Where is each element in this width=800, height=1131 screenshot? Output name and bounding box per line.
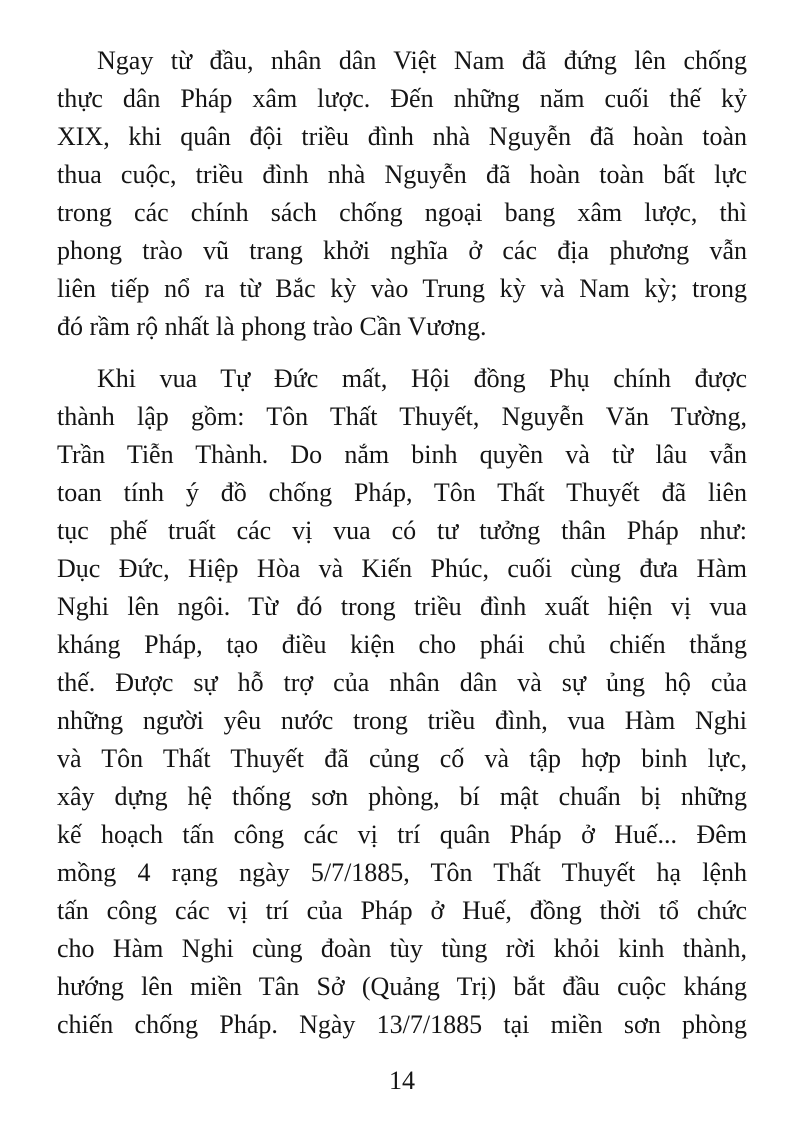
text-line: Nghi lên ngôi. Từ đó trong triều đình xuất hiện vị vua <box>57 592 747 621</box>
text-line: thành lập gồm: Tôn Thất Thuyết, Nguyễn Văn Tường, <box>57 402 747 431</box>
text-line: toan tính ý đồ chống Pháp, Tôn Thất Thuyết đã liên <box>57 478 747 507</box>
paragraph-2 <box>57 360 747 1044</box>
text-line: tục phế truất các vị vua có tư tưởng thân Pháp như: <box>57 516 747 545</box>
text-line: kháng Pháp, tạo điều kiện cho phái chủ chiến thắng <box>57 630 747 659</box>
paragraph-1 <box>57 42 747 346</box>
text-line: những người yêu nước trong triều đình, vua Hàm Nghi <box>57 706 747 735</box>
text-line: trong các chính sách chống ngoại bang xâm lược, thì <box>57 198 747 227</box>
text-line: phong trào vũ trang khởi nghĩa ở các địa phương vẫn <box>57 236 747 265</box>
text-line: Ngay từ đầu, nhân dân Việt Nam đã đứng lên chống <box>97 46 747 75</box>
text-line: chiến chống Pháp. Ngày 13/7/1885 tại miền sơn phòng <box>57 1010 747 1039</box>
text-line: xây dựng hệ thống sơn phòng, bí mật chuẩn bị những <box>57 782 747 811</box>
page-text <box>57 42 747 1044</box>
text-line: Khi vua Tự Đức mất, Hội đồng Phụ chính được <box>97 364 747 393</box>
text-line: cho Hàm Nghi cùng đoàn tùy tùng rời khỏi kinh thành, <box>57 934 747 963</box>
text-line: tấn công các vị trí của Pháp ở Huế, đồng thời tổ chức <box>57 896 747 925</box>
text-line: đó rầm rộ nhất là phong trào Cần Vương. <box>57 312 487 341</box>
text-line: XIX, khi quân đội triều đình nhà Nguyễn đã hoàn toàn <box>57 122 747 151</box>
text-line: kế hoạch tấn công các vị trí quân Pháp ở Huế... Đêm <box>57 820 747 849</box>
text-line: Dục Đức, Hiệp Hòa và Kiến Phúc, cuối cùng đưa Hàm <box>57 554 747 583</box>
text-line: thực dân Pháp xâm lược. Đến những năm cuối thế kỷ <box>57 84 747 113</box>
text-line: liên tiếp nổ ra từ Bắc kỳ vào Trung kỳ và Nam kỳ; trong <box>57 274 747 303</box>
text-line: hướng lên miền Tân Sở (Quảng Trị) bắt đầu cuộc kháng <box>57 972 747 1001</box>
text-line: Trần Tiễn Thành. Do nắm binh quyền và từ lâu vẫn <box>57 440 747 469</box>
page-number: 14 <box>389 1066 415 1095</box>
text-line: thế. Được sự hỗ trợ của nhân dân và sự ủng hộ của <box>57 668 747 697</box>
text-line: và Tôn Thất Thuyết đã củng cố và tập hợp binh lực, <box>57 744 747 773</box>
text-line: mồng 4 rạng ngày 5/7/1885, Tôn Thất Thuyết hạ lệnh <box>57 858 747 887</box>
text-line: thua cuộc, triều đình nhà Nguyễn đã hoàn toàn bất lực <box>57 160 747 189</box>
